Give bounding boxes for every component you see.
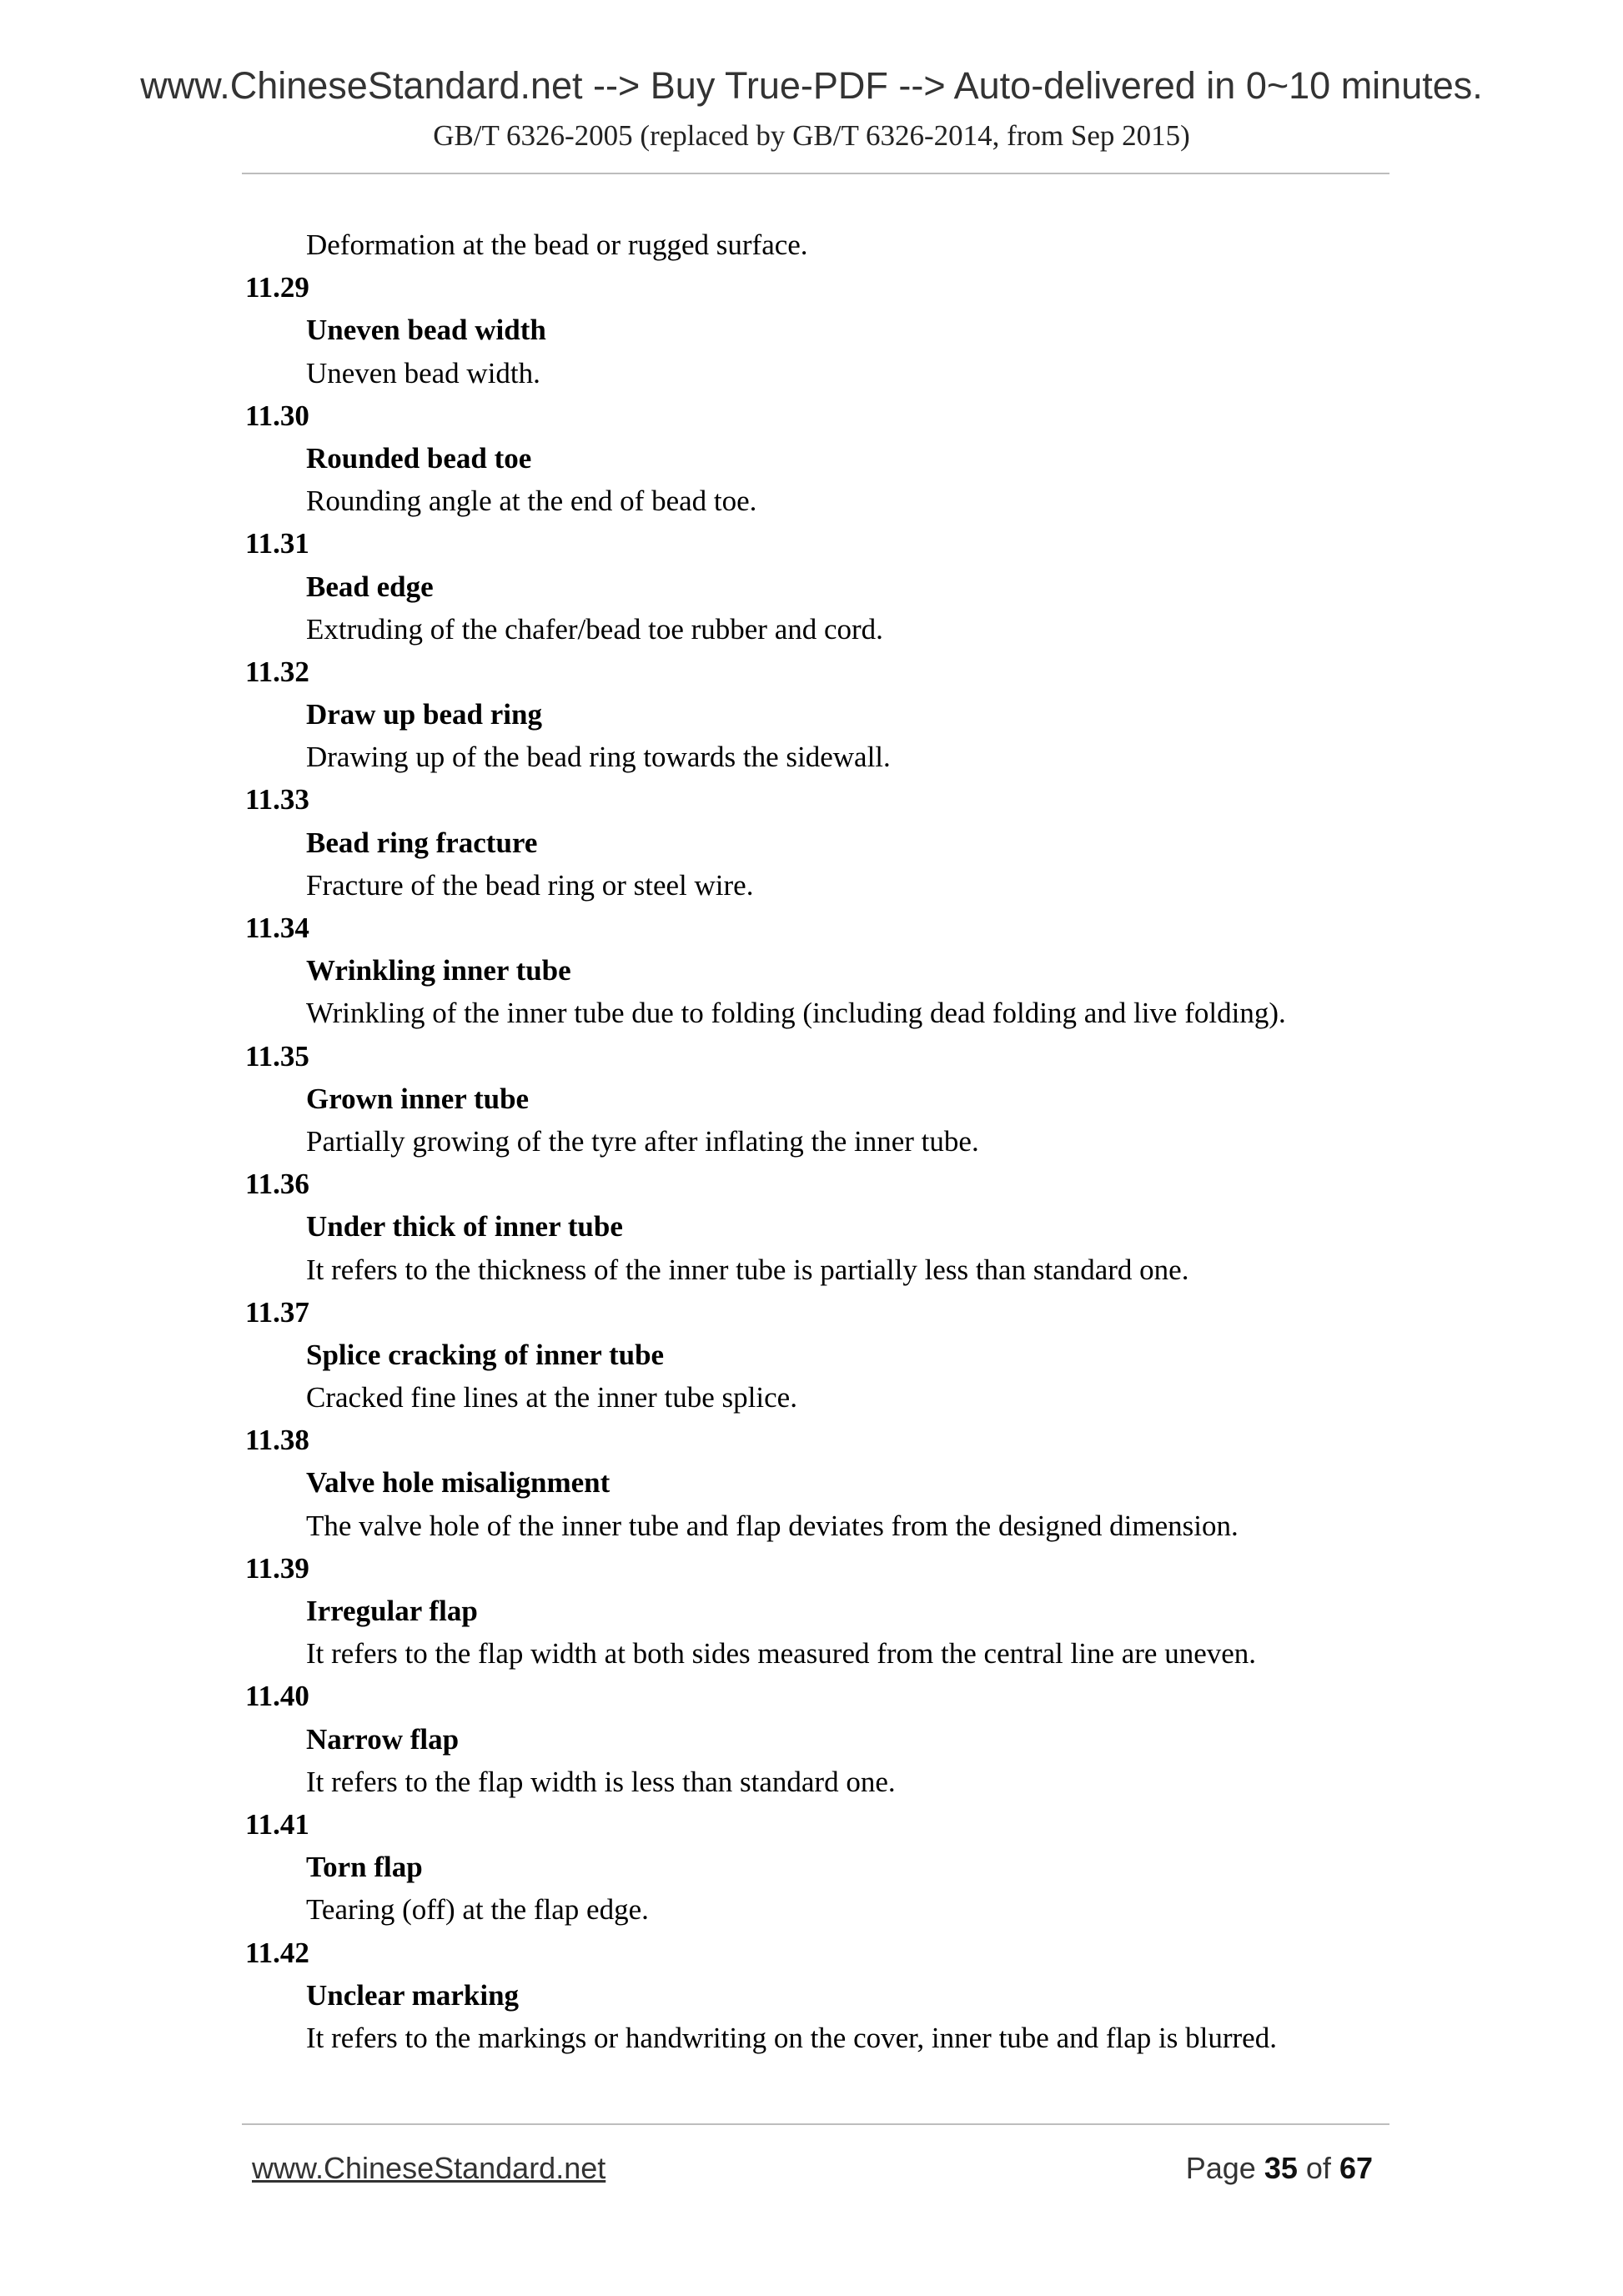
clause-term: Valve hole misalignment	[306, 1466, 611, 1500]
page-of-label: of	[1305, 2151, 1331, 2185]
clause-term: Bead edge	[306, 570, 434, 603]
clause-definition: Drawing up of the bead ring towards the sidewall.	[306, 741, 891, 774]
document-body	[0, 224, 1623, 2059]
clause-definition: Extruding of the chafer/bead toe rubber and cord.	[306, 612, 883, 646]
footer-divider	[242, 2123, 1389, 2125]
clause-term: Under thick of inner tube	[306, 1210, 623, 1243]
clause-number: 11.31	[245, 527, 309, 560]
clause-number: 11.36	[245, 1168, 309, 1201]
clause-term: Uneven bead width	[306, 314, 546, 347]
clause-definition: Tearing (off) at the flap edge.	[306, 1893, 649, 1927]
clause-number: 11.37	[245, 1295, 309, 1329]
clause-definition: Partially growing of the tyre after inflating the inner tube.	[306, 1124, 979, 1158]
clause-term: Rounded bead toe	[306, 441, 532, 475]
header-banner[interactable]: www.ChineseStandard.net --> Buy True-PDF --> Auto-delivered in 0~10 minutes.	[140, 64, 1483, 107]
clause-term: Wrinkling inner tube	[306, 954, 571, 987]
clause-definition: Fracture of the bead ring or steel wire.	[306, 868, 754, 902]
clause-term: Draw up bead ring	[306, 698, 542, 731]
document-title: GB/T 6326-2005 (replaced by GB/T 6326-2014, from Sep 2015)	[433, 119, 1190, 152]
page-header	[0, 60, 1623, 155]
clause-term: Splice cracking of inner tube	[306, 1338, 665, 1371]
clause-definition: It refers to the thickness of the inner tube is partially less than standard one.	[306, 1253, 1189, 1286]
header-divider	[242, 173, 1389, 174]
clause-term: Narrow flap	[306, 1722, 460, 1756]
intro-definition: Deformation at the bead or rugged surface.	[306, 229, 808, 261]
page-current: 35	[1264, 2151, 1298, 2185]
clause-definition: Wrinkling of the inner tube due to folding (including dead folding and live folding).	[306, 997, 1286, 1030]
clause-number: 11.42	[245, 1936, 309, 1969]
page-label: Page	[1185, 2151, 1256, 2185]
footer-site-link[interactable]: www.ChineseStandard.net	[252, 2151, 606, 2185]
clause-number: 11.34	[245, 912, 309, 944]
clause-number: 11.33	[245, 783, 309, 816]
clause-definition: It refers to the flap width at both sides measured from the central line are uneven.	[306, 1637, 1257, 1671]
clause-definition: Rounding angle at the end of bead toe.	[306, 485, 757, 518]
clause-number: 11.38	[245, 1424, 309, 1457]
clause-number: 11.41	[245, 1807, 309, 1841]
clause-term: Unclear marking	[306, 1978, 520, 2012]
clause-definition: Uneven bead width.	[306, 356, 540, 389]
clause-term: Torn flap	[306, 1851, 423, 1884]
clause-term: Bead ring fracture	[306, 826, 538, 859]
clause-definition: The valve hole of the inner tube and flap deviates from the designed dimension.	[306, 1509, 1239, 1542]
clause-definition: It refers to the flap width is less than standard one.	[306, 1765, 896, 1798]
page-footer	[0, 2143, 1623, 2193]
clause-term: Irregular flap	[306, 1595, 478, 1627]
clause-number: 11.32	[245, 655, 309, 688]
clause-number: 11.29	[245, 271, 309, 304]
page-total: 67	[1339, 2151, 1373, 2185]
clause-number: 11.35	[245, 1039, 309, 1073]
clause-definition: It refers to the markings or handwriting on the cover, inner tube and flap is blurred.	[306, 2021, 1277, 2054]
clause-number: 11.30	[245, 399, 309, 432]
page-indicator	[1186, 2143, 1373, 2193]
clause-term: Grown inner tube	[306, 1082, 530, 1115]
clause-number: 11.40	[245, 1680, 309, 1713]
clause-definition: Cracked fine lines at the inner tube splice.	[306, 1381, 797, 1414]
clause-number: 11.39	[245, 1551, 309, 1585]
